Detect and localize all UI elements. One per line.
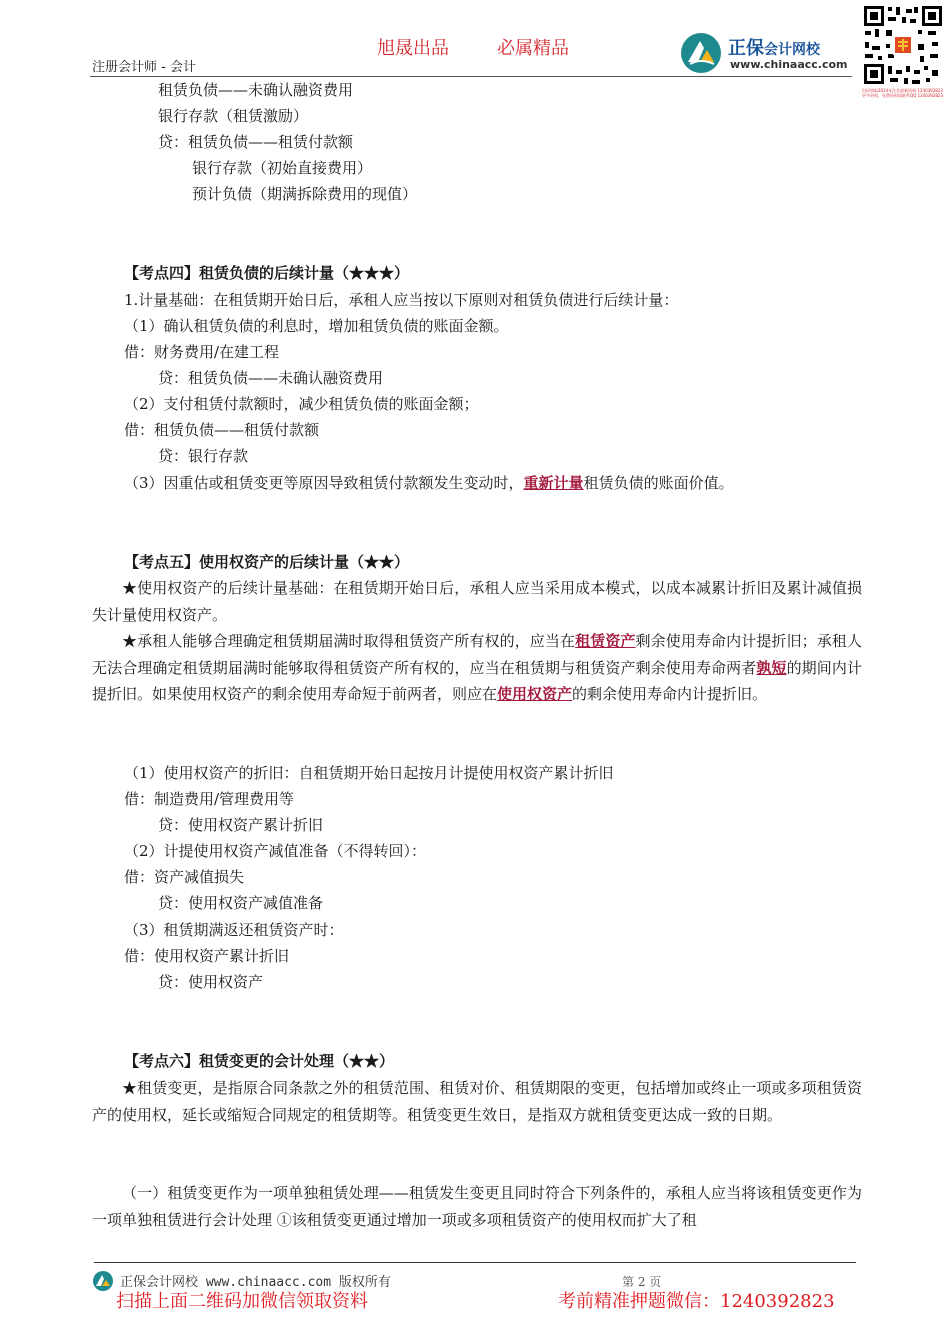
highlight-keyword: 孰短: [756, 658, 787, 677]
entry-line: 预计负债（期满拆除费用的现值）: [192, 185, 418, 203]
section-4-title: 【考点四】租赁负债的后续计量（★★★）: [124, 264, 410, 282]
s4-text: 租赁负债的账面价值。: [583, 474, 734, 492]
s5-line: （1）使用权资产的折旧：自租赁期开始日起按月计提使用权资产累计折旧: [124, 764, 614, 782]
s4-text: （3）因重估或租赁变更等原因导致租赁付款额发生变动时，: [124, 474, 524, 492]
s5-line: 借：制造费用/管理费用等: [124, 790, 295, 808]
s5-text: 剩余使用寿命内计提折旧；承租人无法合理确定租赁期届满时能够取得租赁资产所有权的，应当在租赁期与租赁资产剩余使用寿命两者: [92, 632, 862, 677]
entry-line: 贷：租赁负债——租赁付款额: [158, 133, 354, 151]
s4-line: 贷：银行存款: [158, 447, 249, 465]
chinaacc-logo[interactable]: [680, 32, 860, 76]
s5-line: （2）计提使用权资产减值准备（不得转回）：: [124, 842, 427, 860]
section-5-title: 【考点五】使用权资产的后续计量（★★）: [124, 553, 410, 571]
highlight-keyword: 使用权资产: [497, 685, 573, 703]
s5-line: 贷：使用权资产减值准备: [158, 894, 324, 912]
s5-line: （3）租赁期满返还租赁资产时：: [124, 921, 344, 939]
s5-text: 的期间内计提折旧。如果使用权资产的剩余使用寿命短于前两者，则应在: [92, 658, 862, 703]
s5-paragraph: [92, 628, 862, 708]
s4-line: 贷：租赁负债——未确认融资费用: [158, 369, 384, 387]
header-slogan-right: 必属精品: [497, 38, 569, 59]
header-slogan-left: 旭晟出品: [377, 38, 449, 59]
s4-line: （2）支付租赁付款额时，减少租赁负债的账面金额；: [124, 395, 479, 413]
s4-line: （1）确认租赁负债的利息时，增加租赁负债的账面金额。: [124, 317, 509, 335]
s5-text: 的剩余使用寿命内计提折旧。: [572, 685, 768, 703]
footer-copyright: 正保会计网校 www.chinaacc.com 版权所有: [120, 1275, 391, 1290]
logo-name-suffix: 会计网校: [764, 42, 820, 58]
s5-line: 贷：使用权资产累计折旧: [158, 816, 324, 834]
section-6-title: 【考点六】租赁变更的会计处理（★★）: [124, 1052, 395, 1070]
qr-note: 扫码领取2024年注会最新资料 1240392823 更多资料，免费资料请联系QQ 1240392823: [862, 88, 944, 98]
s4-line: 借：财务费用/在建工程: [124, 343, 280, 361]
s6-paragraph: （一）租赁变更作为一项单独租赁处理——租赁发生变更且同时符合下列条件的，承租人应当将该租赁变更作为一项单独租赁进行会计处理 ①该租赁变更通过增加一项或多项租赁资产的使用权而扩大了租: [92, 1184, 862, 1229]
footer-divider: [94, 1262, 856, 1263]
entry-line: 银行存款（初始直接费用）: [192, 159, 373, 177]
footer-logo-icon: [92, 1270, 114, 1292]
footer-promo-right: 考前精准押题微信：1240392823: [558, 1291, 835, 1312]
footer-promo-left: 扫描上面二维码加微信领取资料: [116, 1291, 368, 1312]
s4-line: [124, 470, 734, 496]
qr-code-icon[interactable]: [862, 4, 944, 86]
s5-paragraph: ★使用权资产的后续计量基础：在租赁期开始日后，承租人应当采用成本模式，以成本减累计折旧及累计减值损失计量使用权资产。: [92, 579, 862, 624]
s4-line: 借：租赁负债——租赁付款额: [124, 421, 320, 439]
highlight-keyword: 租赁资产: [575, 632, 636, 650]
entry-line: 银行存款（租赁激励）: [158, 107, 309, 125]
s5-text: ★承租人能够合理确定租赁期届满时取得租赁资产所有权的，应当在: [122, 632, 576, 650]
entry-line: 租赁负债——未确认融资费用: [158, 81, 354, 99]
s5-line: 借：资产减值损失: [124, 868, 245, 886]
logo-name: 正保: [728, 38, 764, 59]
s4-line: 1.计量基础：在租赁期开始日后，承租人应当按以下原则对租赁负债进行后续计量：: [124, 291, 679, 309]
header-subject: 注册会计师 - 会计: [92, 60, 196, 75]
highlight-keyword: 重新计量: [523, 474, 584, 492]
s6-paragraph: ★租赁变更，是指原合同条款之外的租赁范围、租赁对价、租赁期限的变更，包括增加或终止一项或多项租赁资产的使用权，延长或缩短合同规定的租赁期等。租赁变更生效日，是指双方就租赁变更达成一致的日期。: [92, 1079, 862, 1124]
logo-url: www.chinaacc.com: [730, 58, 848, 71]
logo-emblem-icon: [680, 32, 722, 74]
page-number: 第 2 页: [622, 1275, 662, 1289]
s5-line: 贷：使用权资产: [158, 973, 264, 991]
s5-line: 借：使用权资产累计折旧: [124, 947, 290, 965]
